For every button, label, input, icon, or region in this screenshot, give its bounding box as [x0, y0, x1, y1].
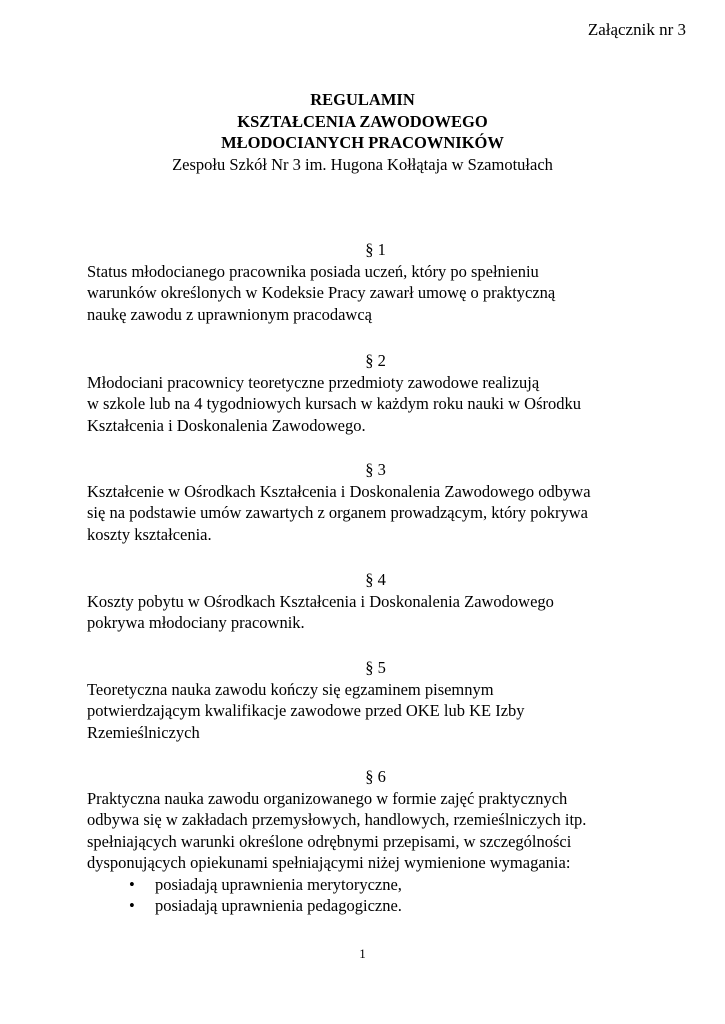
- section-2: [87, 350, 647, 436]
- requirements-list: [87, 874, 647, 917]
- section-6-line-1: Praktyczna nauka zawodu organizowanego w formie zajęć praktycznych: [87, 788, 568, 808]
- section-5-heading: § 5: [365, 658, 386, 677]
- section-4-line-2: pokrywa młodociany pracownik.: [87, 613, 305, 632]
- section-5-line-2: potwierdzającym kwalifikacje zawodowe przed OKE lub KE Izby: [87, 701, 525, 720]
- section-1-line-3: naukę zawodu z uprawnionym pracodawcą: [87, 304, 372, 324]
- section-6-line-4: dysponujących opiekunami spełniającymi niżej wymienione wymagania:: [87, 853, 571, 872]
- section-3-line-3: koszty kształcenia.: [87, 524, 212, 544]
- page-number: 1: [359, 946, 366, 961]
- section-5-line-1: Teoretyczna nauka zawodu kończy się egzaminem pisemnym: [87, 679, 494, 699]
- bullet-icon: •: [129, 874, 135, 894]
- section-1-heading: § 1: [365, 240, 386, 259]
- list-item-text: posiadają uprawnienia pedagogiczne.: [155, 896, 402, 915]
- document-title: [0, 89, 725, 175]
- title-subtitle: Zespołu Szkół Nr 3 im. Hugona Kołłątaja w Szamotułach: [172, 154, 553, 174]
- section-5-line-3: Rzemieślniczych: [87, 722, 200, 742]
- bullet-icon: •: [129, 896, 135, 915]
- section-2-line-1: Młodociani pracownicy teoretyczne przedmioty zawodowe realizują: [87, 372, 540, 392]
- title-line-1: REGULAMIN: [310, 90, 415, 109]
- section-6-heading: § 6: [365, 767, 386, 786]
- section-4-line-1: Koszty pobytu w Ośrodkach Kształcenia i Doskonalenia Zawodowego: [87, 591, 554, 611]
- title-line-2: KSZTAŁCENIA ZAWODOWEGO: [237, 111, 488, 131]
- section-5: [87, 657, 647, 743]
- title-line-3: MŁODOCIANYCH PRACOWNIKÓW: [221, 133, 504, 152]
- section-1-line-1: Status młodocianego pracownika posiada uczeń, który po spełnieniu: [87, 261, 539, 281]
- section-1-line-2: warunków określonych w Kodeksie Pracy zawarł umowę o praktyczną: [87, 283, 556, 302]
- section-6: [87, 766, 647, 917]
- annex-label: Załącznik nr 3: [587, 20, 686, 39]
- section-4-heading: § 4: [365, 570, 386, 589]
- section-2-line-3: Kształcenia i Doskonalenia Zawodowego.: [87, 415, 366, 435]
- section-6-line-3: spełniających warunki określone odrębnymi przepisami, w szczególności: [87, 831, 572, 851]
- section-2-heading: § 2: [365, 351, 386, 370]
- section-2-line-2: w szkole lub na 4 tygodniowych kursach w każdym roku nauki w Ośrodku: [87, 394, 581, 413]
- section-3: [87, 459, 647, 545]
- list-item-text: posiadają uprawnienia merytoryczne,: [155, 874, 402, 894]
- section-3-heading: § 3: [365, 460, 386, 479]
- section-4: [87, 569, 647, 634]
- section-1: [87, 239, 647, 325]
- section-3-line-1: Kształcenie w Ośrodkach Kształcenia i Doskonalenia Zawodowego odbywa: [87, 481, 591, 501]
- list-item: [87, 874, 647, 896]
- section-6-line-2: odbywa się w zakładach przemysłowych, handlowych, rzemieślniczych itp.: [87, 810, 587, 829]
- section-3-line-2: się na podstawie umów zawartych z organem prowadzącym, który pokrywa: [87, 503, 588, 522]
- list-item: [87, 895, 647, 917]
